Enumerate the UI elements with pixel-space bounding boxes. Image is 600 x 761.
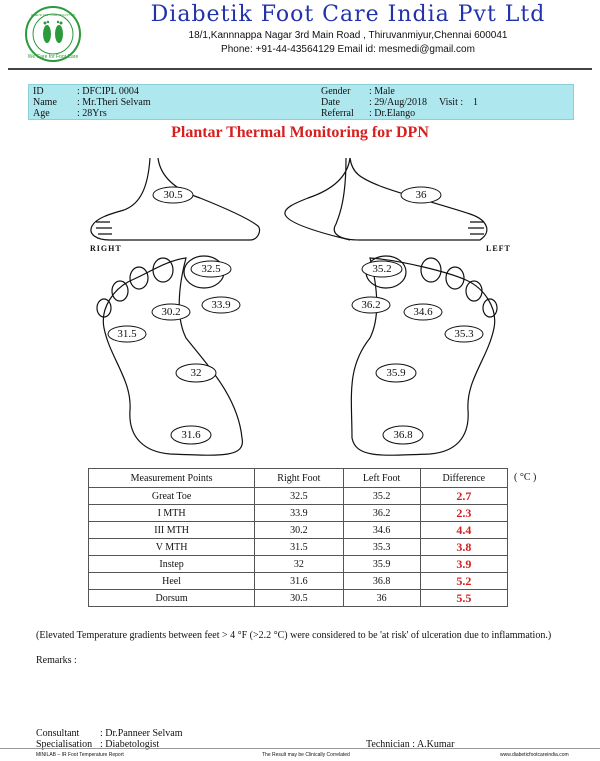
age-value: : 28Yrs xyxy=(77,108,107,119)
table-row xyxy=(89,539,508,556)
cell-diff: 3.9 xyxy=(420,556,507,573)
cell-diff: 3.8 xyxy=(420,539,507,556)
gradient-note: (Elevated Temperature gradients between feet > 4 °F (>2.2 °C) were considered to be 'at risk' of ulceration due to inflammation.) xyxy=(36,630,552,641)
left-foot-label: LEFT xyxy=(486,244,511,253)
remarks-label: Remarks : xyxy=(36,655,77,666)
specialisation-label: Specialisation xyxy=(36,739,93,750)
left-iiimth-value: 34.6 xyxy=(413,306,433,318)
right-great-toe-value: 32.5 xyxy=(201,263,221,275)
cell-point: III MTH xyxy=(89,522,255,539)
report-title: Plantar Thermal Monitoring for DPN xyxy=(171,124,429,141)
table-row xyxy=(89,590,508,607)
cell-left: 35.3 xyxy=(343,539,420,556)
cell-left: 34.6 xyxy=(343,522,420,539)
cell-point: I MTH xyxy=(89,505,255,522)
gender-label: Gender xyxy=(321,86,351,97)
page-footer xyxy=(0,748,600,761)
cell-right: 30.2 xyxy=(255,522,343,539)
table-row xyxy=(89,556,508,573)
company-address: 18/1,Kannnappa Nagar 3rd Main Road , Thiruvanmiyur,Chennai 600041 xyxy=(188,30,508,41)
footer-left: MINILAB – IR Foot Temperature Report xyxy=(36,752,124,758)
technician: Technician : A.Kumar xyxy=(366,739,455,750)
footer-right: www.diabeticfootcareindia.com xyxy=(500,752,569,758)
date-value: : 29/Aug/2018 xyxy=(369,97,428,108)
right-heel-value: 31.6 xyxy=(181,429,201,441)
left-dorsum-value: 36 xyxy=(415,189,427,201)
right-vmth-value: 31.5 xyxy=(117,328,137,340)
left-vmth-value: 35.3 xyxy=(454,328,474,340)
id-label: ID xyxy=(33,86,44,97)
right-foot-label: RIGHT xyxy=(90,244,122,253)
header-divider xyxy=(8,68,592,70)
cell-point: Dorsum xyxy=(89,590,255,607)
right-plantar-outline xyxy=(97,256,242,455)
cell-right: 33.9 xyxy=(255,505,343,522)
right-instep-value: 32 xyxy=(190,367,202,379)
cell-diff: 5.5 xyxy=(420,590,507,607)
cell-point: Great Toe xyxy=(89,488,255,505)
referral-label: Referral xyxy=(321,108,354,119)
company-name: Diabetik Foot Care India Pvt Ltd xyxy=(150,2,546,27)
cell-left: 36 xyxy=(343,590,420,607)
left-great-toe-value: 35.2 xyxy=(372,263,392,275)
cell-diff: 2.7 xyxy=(420,488,507,505)
cell-left: 36.2 xyxy=(343,505,420,522)
table-row xyxy=(89,505,508,522)
left-imth-value: 36.2 xyxy=(361,299,381,311)
right-iiimth-value: 30.2 xyxy=(161,306,181,318)
cell-left: 35.2 xyxy=(343,488,420,505)
header-left-foot: Left Foot xyxy=(343,469,420,488)
date-label: Date xyxy=(321,97,340,108)
id-value: : DFCIPL 0004 xyxy=(77,86,139,97)
cell-left: 35.9 xyxy=(343,556,420,573)
temperature-unit: ( °C ) xyxy=(514,472,537,483)
company-logo xyxy=(8,4,98,64)
table-row xyxy=(89,522,508,539)
measurement-table xyxy=(88,468,508,607)
logo-ring-text: DIABETIK FOOT CARE INDIA PVT LTD xyxy=(30,14,76,17)
name-value: : Mr.Theri Selvam xyxy=(77,97,151,108)
cell-right: 32.5 xyxy=(255,488,343,505)
cell-point: Instep xyxy=(89,556,255,573)
header-difference: Difference xyxy=(420,469,507,488)
left-plantar-outline xyxy=(351,256,497,455)
left-dorsum-outline xyxy=(285,158,487,240)
cell-right: 30.5 xyxy=(255,590,343,607)
cell-diff: 4.4 xyxy=(420,522,507,539)
age-label: Age xyxy=(33,108,50,119)
visit-label: Visit : xyxy=(439,97,464,108)
consultant-label: Consultant xyxy=(36,728,80,739)
specialisation-value: : Diabetologist xyxy=(100,739,160,750)
feet-diagram xyxy=(0,148,600,458)
table-header-row xyxy=(89,469,508,488)
table-row xyxy=(89,573,508,590)
cell-point: Heel xyxy=(89,573,255,590)
referral-value: : Dr.Elango xyxy=(369,108,416,119)
header-right-foot: Right Foot xyxy=(255,469,343,488)
cell-left: 36.8 xyxy=(343,573,420,590)
cell-right: 31.6 xyxy=(255,573,343,590)
right-dorsum-value: 30.5 xyxy=(163,189,183,201)
consultant-value: : Dr.Panneer Selvam xyxy=(100,728,183,739)
right-imth-value: 33.9 xyxy=(211,299,231,311)
cell-right: 31.5 xyxy=(255,539,343,556)
cell-diff: 2.3 xyxy=(420,505,507,522)
cell-diff: 5.2 xyxy=(420,573,507,590)
header-measurement-points: Measurement Points xyxy=(89,469,255,488)
table-row xyxy=(89,488,508,505)
gender-value: : Male xyxy=(369,86,395,97)
left-heel-value: 36.8 xyxy=(393,429,413,441)
logo-tagline: We Care for Foot Care xyxy=(27,54,79,60)
patient-info-box xyxy=(28,84,574,120)
left-instep-value: 35.9 xyxy=(386,367,406,379)
cell-right: 32 xyxy=(255,556,343,573)
footer-center: The Result may be Clinically Correlated xyxy=(262,752,350,758)
name-label: Name xyxy=(33,97,57,108)
cell-point: V MTH xyxy=(89,539,255,556)
visit-value: 1 xyxy=(473,97,478,108)
company-contact: Phone: +91-44-43564129 Email id: mesmedi@gmail.com xyxy=(221,44,475,55)
